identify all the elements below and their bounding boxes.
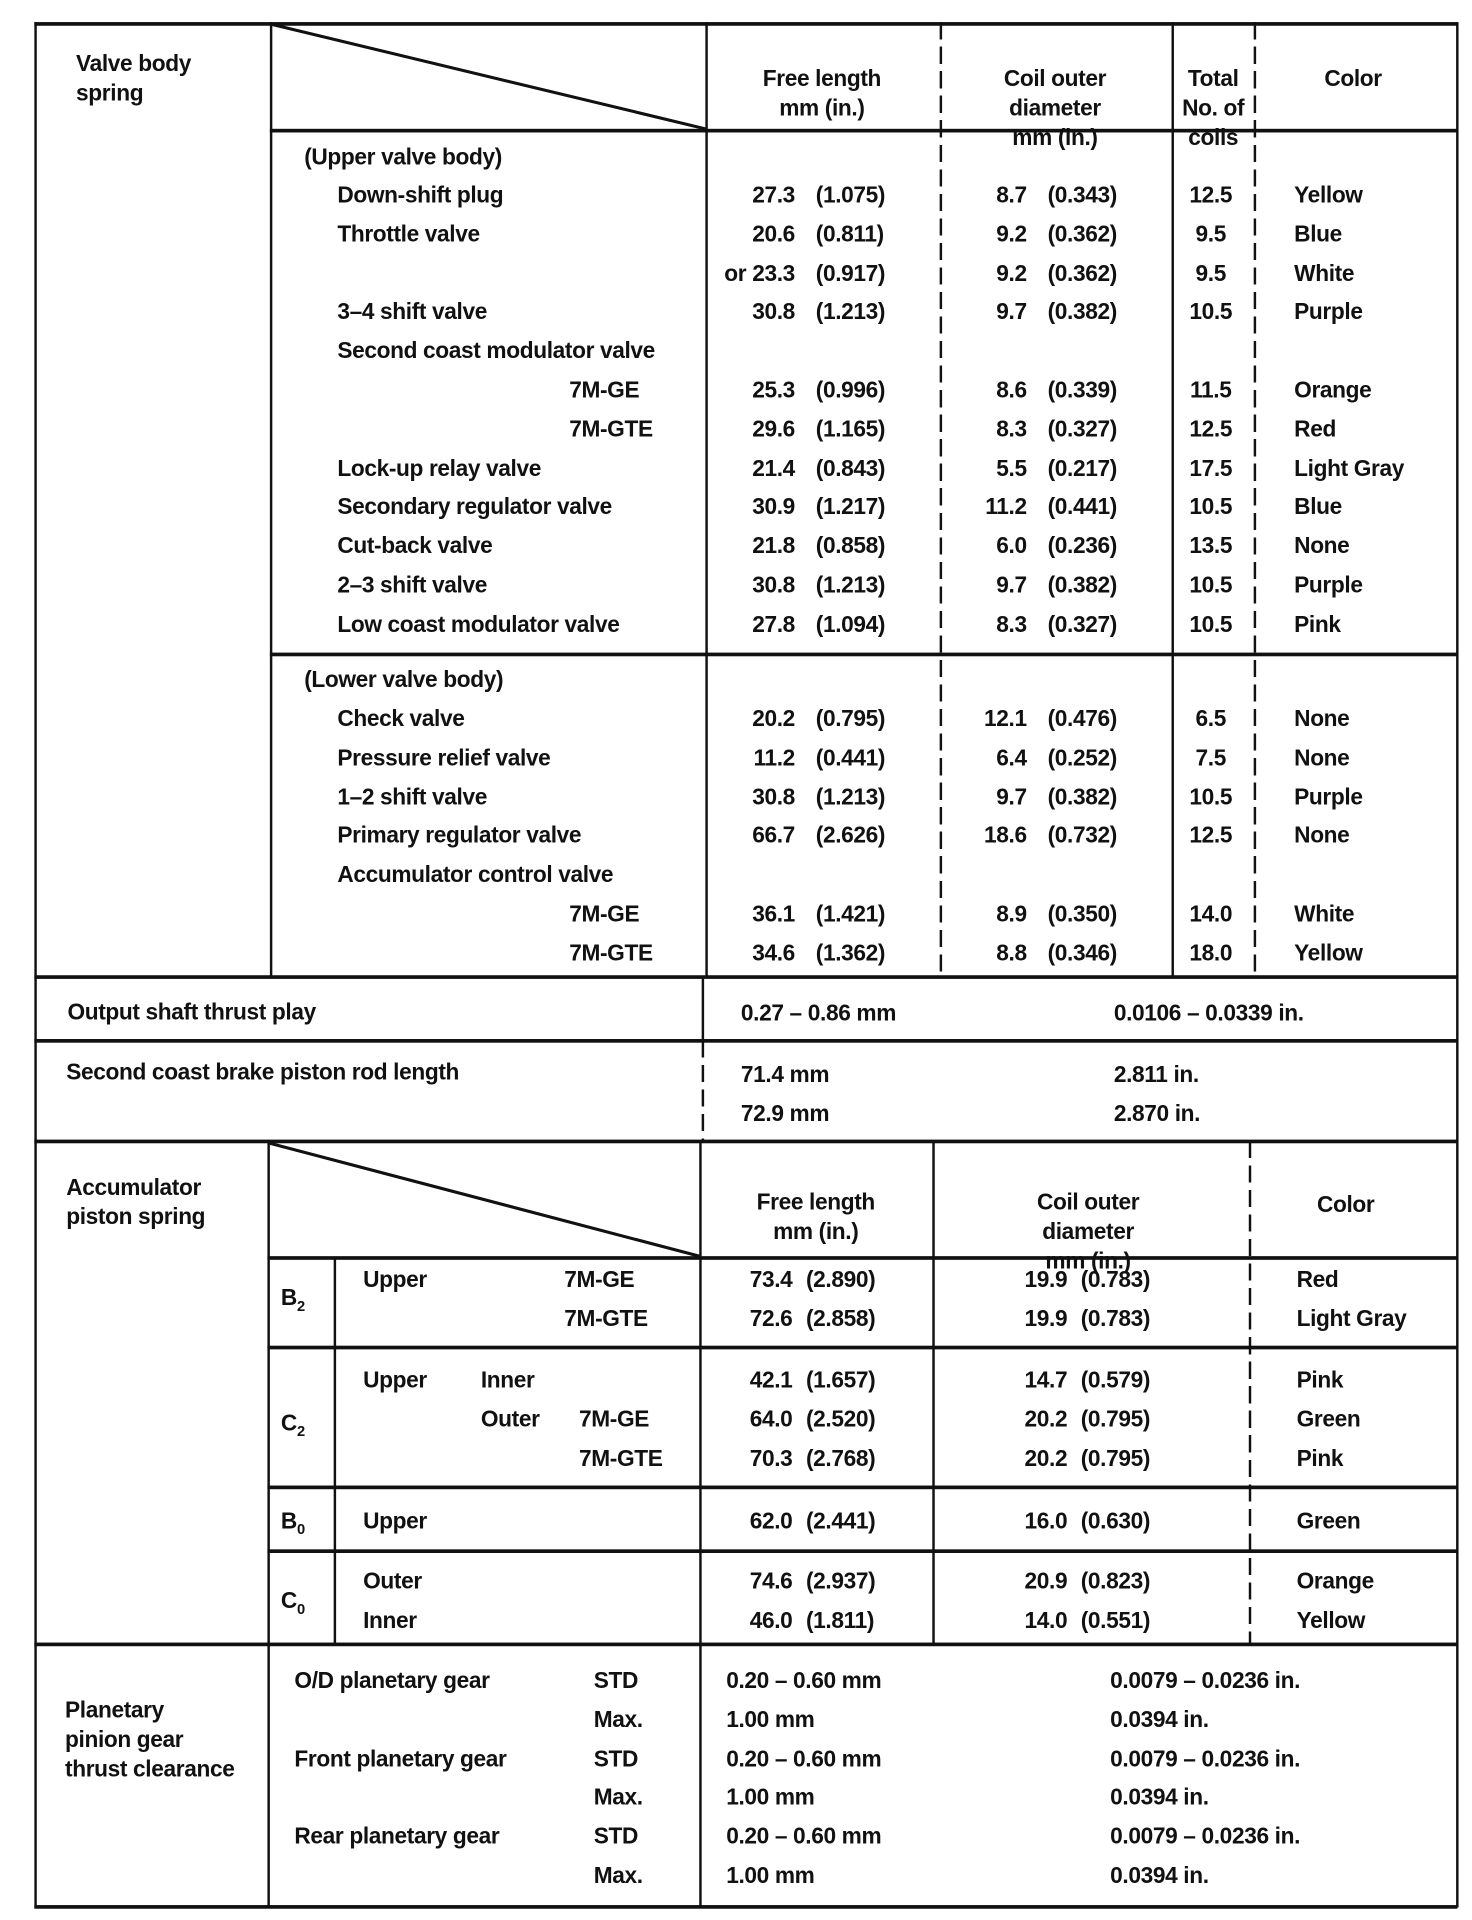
total-coils: 12.5 <box>1189 822 1233 849</box>
coil-diameter-mm: 19.9 <box>1024 1265 1068 1292</box>
gear-name: O/D planetary gear <box>294 1667 490 1693</box>
free-length-in: (1.213) <box>815 298 886 325</box>
free-length-mm: 66.7 <box>752 822 795 849</box>
spring-name: Secondary regulator valve <box>337 493 612 520</box>
clearance-in: 0.0394 in. <box>1110 1784 1209 1810</box>
coil-diameter-mm: 20.2 <box>1024 1445 1068 1471</box>
total-coils: 10.5 <box>1189 298 1233 325</box>
section-label-planetary: Planetary pinion gear thrust clearance <box>65 1696 235 1782</box>
free-length-mm: 30.8 <box>752 571 795 598</box>
coil-diameter-in: (0.339) <box>1047 376 1117 403</box>
clearance-mm: 0.20 – 0.60 mm <box>726 1823 882 1849</box>
free-length-mm: 62.0 <box>749 1507 793 1534</box>
free-length-mm: 27.3 <box>752 181 795 208</box>
free-length-in: (1.362) <box>815 939 886 966</box>
coil-diameter-mm: 20.9 <box>1024 1567 1068 1594</box>
group-subscript: 0 <box>296 1600 305 1618</box>
rod-length-mm: 71.4 mm <box>740 1061 830 1087</box>
total-coils: 7.5 <box>1195 744 1226 771</box>
coil-diameter-in: (0.441) <box>1047 493 1117 520</box>
coil-diameter-mm: 9.2 <box>996 220 1027 247</box>
free-length-in: (1.213) <box>815 571 886 598</box>
group-id: B <box>280 1507 297 1534</box>
free-length-in: (1.421) <box>815 900 886 927</box>
rule-line <box>267 1486 1457 1490</box>
rod-length-in: 2.811 in. <box>1113 1061 1199 1087</box>
coil-diameter-mm: 6.4 <box>996 744 1027 771</box>
column-line <box>334 1257 336 1643</box>
coil-diameter-in: (0.732) <box>1047 822 1117 849</box>
coil-diameter-in: (0.362) <box>1047 220 1117 247</box>
coil-diameter-in: (0.346) <box>1047 939 1117 966</box>
clearance-in: 0.0079 – 0.0236 in. <box>1110 1823 1301 1849</box>
engine-variant: 7M-GE <box>579 1405 650 1432</box>
coil-diameter-mm: 5.5 <box>996 454 1027 481</box>
spring-name: Cut-back valve <box>337 532 493 559</box>
group-id: C <box>280 1587 297 1614</box>
spring-name: Down-shift plug <box>337 181 504 208</box>
rule-line <box>267 1346 1457 1350</box>
free-length-mm: 21.8 <box>752 532 795 559</box>
clearance-in: 0.0394 in. <box>1110 1706 1209 1732</box>
free-length-in: (2.626) <box>815 822 886 849</box>
coil-diameter-mm: 20.2 <box>1024 1405 1068 1432</box>
clearance-in: 0.0079 – 0.0236 in. <box>1110 1745 1301 1771</box>
limit-type: Max. <box>593 1862 643 1888</box>
spring-color: Blue <box>1294 493 1342 520</box>
coil-diameter-in: (0.551) <box>1080 1606 1151 1633</box>
free-length-mm: 46.0 <box>749 1606 793 1633</box>
section-label-valve-body: Valve body spring <box>76 50 191 106</box>
column-line <box>699 1644 701 1908</box>
piston-position: Upper <box>363 1265 427 1292</box>
group-label <box>281 1408 305 1446</box>
output-shaft-in: 0.0106 – 0.0339 in. <box>1113 999 1304 1026</box>
spring-color: Yellow <box>1294 939 1363 966</box>
spring-color: Purple <box>1294 298 1363 325</box>
limit-type: Max. <box>593 1784 643 1810</box>
coil-diameter-mm: 14.7 <box>1024 1366 1068 1393</box>
spring-color: Purple <box>1294 571 1363 598</box>
free-length-mm: 30.9 <box>752 493 795 520</box>
coil-diameter-in: (0.476) <box>1047 705 1117 732</box>
coil-diameter-mm: 8.9 <box>996 900 1027 927</box>
total-coils: 10.5 <box>1189 783 1233 810</box>
spring-name: Accumulator control valve <box>337 861 614 888</box>
spring-name: Second coast modulator valve <box>337 337 655 364</box>
coil-diameter-in: (0.252) <box>1047 744 1117 771</box>
coil-diameter-mm: 8.8 <box>996 939 1027 966</box>
spring-name: Low coast modulator valve <box>337 610 620 637</box>
total-coils: 12.5 <box>1189 181 1233 208</box>
coil-diameter-in: (0.382) <box>1047 298 1117 325</box>
spring-color: Orange <box>1294 376 1372 403</box>
free-length-in: (0.858) <box>815 532 886 559</box>
header-coil-diameter: Coil outer diameter mm (in.) <box>1036 1188 1140 1274</box>
free-length-in: (1.657) <box>805 1366 876 1393</box>
header-color: Color <box>1316 1191 1375 1217</box>
group-label <box>281 1283 305 1321</box>
upper-valve-body-label: (Upper valve body) <box>304 143 502 170</box>
output-shaft-mm: 0.27 – 0.86 mm <box>740 999 897 1026</box>
free-length-mm: 36.1 <box>752 900 795 927</box>
spring-color: Pink <box>1296 1445 1344 1471</box>
free-length-mm: 74.6 <box>749 1567 793 1594</box>
spring-name: Lock-up relay valve <box>337 454 542 481</box>
clearance-mm: 1.00 mm <box>726 1862 815 1888</box>
spring-color: Pink <box>1296 1366 1344 1393</box>
coil-diameter-mm: 8.3 <box>996 610 1027 637</box>
free-length-mm: 20.2 <box>752 705 795 732</box>
free-length-in: (1.217) <box>815 493 886 520</box>
free-length-in: (0.795) <box>815 705 886 732</box>
free-length-mm: 73.4 <box>749 1265 793 1292</box>
spring-name: Primary regulator valve <box>337 822 582 849</box>
spring-color: Pink <box>1294 610 1341 637</box>
second-coast-label: Second coast brake piston rod length <box>66 1058 460 1085</box>
total-coils: 14.0 <box>1189 900 1233 927</box>
free-length-in: (0.917) <box>815 259 886 286</box>
spring-color: None <box>1294 744 1350 771</box>
engine-variant: 7M-GTE <box>569 939 653 966</box>
spring-name: 1–2 shift valve <box>337 783 487 810</box>
coil-diameter-mm: 9.7 <box>996 571 1027 598</box>
header-free-length: Free length mm (in.) <box>762 65 882 121</box>
coil-diameter-mm: 8.6 <box>996 376 1027 403</box>
spring-color: Green <box>1296 1507 1361 1534</box>
coil-diameter-in: (0.783) <box>1080 1265 1151 1292</box>
output-shaft-label: Output shaft thrust play <box>67 998 316 1025</box>
rule-line <box>267 1549 1457 1553</box>
total-coils: 9.5 <box>1195 220 1226 247</box>
column-line <box>267 1644 269 1908</box>
spring-color: Light Gray <box>1294 454 1404 481</box>
coil-diameter-in: (0.783) <box>1080 1305 1151 1331</box>
total-coils: 13.5 <box>1189 532 1233 559</box>
total-coils: 12.5 <box>1189 415 1233 442</box>
engine-variant: 7M-GTE <box>579 1445 663 1471</box>
spring-color: None <box>1294 822 1350 849</box>
coil-diameter-in: (0.343) <box>1047 181 1117 208</box>
header-color: Color <box>1324 65 1382 91</box>
clearance-mm: 0.20 – 0.60 mm <box>726 1745 882 1771</box>
spring-color: Yellow <box>1296 1606 1366 1633</box>
spring-color: Purple <box>1294 783 1363 810</box>
spring-color: White <box>1294 900 1355 927</box>
free-length-in: (0.441) <box>815 744 886 771</box>
free-length-in: (2.441) <box>805 1507 876 1534</box>
rod-length-mm: 72.9 mm <box>740 1100 830 1127</box>
coil-diameter-in: (0.350) <box>1047 900 1117 927</box>
free-length-mm: 20.6 <box>752 220 795 247</box>
spring-name: Throttle valve <box>337 220 480 247</box>
free-length-mm: 72.6 <box>749 1305 793 1331</box>
piston-position: Outer <box>363 1567 422 1594</box>
free-length-in: (0.843) <box>815 454 886 481</box>
limit-type: STD <box>593 1745 639 1771</box>
free-length-mm: 30.8 <box>752 783 795 810</box>
free-length-in: (1.213) <box>815 783 886 810</box>
coil-diameter-mm: 9.7 <box>996 783 1027 810</box>
coil-diameter-in: (0.236) <box>1047 532 1117 559</box>
coil-diameter-in: (0.382) <box>1047 783 1117 810</box>
spring-color: Orange <box>1296 1567 1374 1594</box>
coil-diameter-mm: 16.0 <box>1024 1507 1068 1534</box>
coil-diameter-in: (0.823) <box>1080 1567 1151 1594</box>
coil-diameter-mm: 18.6 <box>984 822 1027 849</box>
engine-variant: 7M-GTE <box>564 1305 648 1331</box>
free-length-mm: 70.3 <box>749 1445 793 1471</box>
spring-name: Check valve <box>337 705 465 732</box>
total-coils: 11.5 <box>1190 376 1232 403</box>
group-id: B <box>280 1284 297 1311</box>
coil-diameter-mm: 14.0 <box>1024 1606 1068 1633</box>
coil-diameter-in: (0.795) <box>1080 1445 1151 1471</box>
header-free-length: Free length mm (in.) <box>756 1188 875 1244</box>
free-length-in: (2.858) <box>805 1305 876 1331</box>
coil-diameter-mm: 12.1 <box>984 705 1027 732</box>
spring-name: 3–4 shift valve <box>337 298 487 325</box>
clearance-mm: 0.20 – 0.60 mm <box>726 1667 882 1693</box>
spring-color: Light Gray <box>1296 1305 1407 1331</box>
free-length-in: (1.811) <box>805 1606 875 1633</box>
free-length-mm: or 23.3 <box>724 259 795 286</box>
spring-part: Outer <box>480 1405 540 1432</box>
group-label <box>281 1506 305 1544</box>
spring-part: Inner <box>480 1366 535 1393</box>
free-length-in: (2.768) <box>805 1445 876 1471</box>
free-length-in: (2.520) <box>805 1405 876 1432</box>
free-length-mm: 29.6 <box>752 415 795 442</box>
spring-name: Pressure relief valve <box>337 744 551 771</box>
clearance-mm: 1.00 mm <box>726 1784 815 1810</box>
spring-color: Blue <box>1294 220 1342 247</box>
coil-diameter-mm: 8.7 <box>996 181 1027 208</box>
free-length-mm: 42.1 <box>749 1366 793 1393</box>
total-coils: 6.5 <box>1195 705 1226 732</box>
engine-variant: 7M-GE <box>569 900 640 927</box>
lower-valve-body-label: (Lower valve body) <box>304 666 504 692</box>
coil-diameter-mm: 9.7 <box>996 298 1027 325</box>
piston-position: Upper <box>363 1507 427 1534</box>
limit-type: STD <box>593 1667 639 1693</box>
coil-diameter-in: (0.327) <box>1047 415 1117 442</box>
spring-color: White <box>1294 259 1355 286</box>
gear-name: Rear planetary gear <box>294 1823 500 1849</box>
coil-diameter-mm: 11.2 <box>985 493 1027 520</box>
coil-diameter-mm: 19.9 <box>1024 1305 1068 1331</box>
piston-position: Inner <box>363 1606 417 1633</box>
rod-length-in: 2.870 in. <box>1113 1100 1201 1127</box>
free-length-in: (0.811) <box>815 220 884 247</box>
free-length-mm: 25.3 <box>752 376 795 403</box>
spring-name: 2–3 shift valve <box>337 571 487 598</box>
total-coils: 9.5 <box>1195 259 1226 286</box>
spring-color: Green <box>1296 1405 1361 1432</box>
free-length-mm: 11.2 <box>753 744 795 771</box>
total-coils: 10.5 <box>1189 571 1233 598</box>
coil-diameter-mm: 8.3 <box>996 415 1027 442</box>
free-length-mm: 34.6 <box>752 939 795 966</box>
clearance-mm: 1.00 mm <box>726 1706 815 1732</box>
free-length-mm: 30.8 <box>752 298 795 325</box>
clearance-in: 0.0394 in. <box>1110 1862 1209 1888</box>
section-label-accumulator: Accumulator piston spring <box>66 1173 206 1230</box>
free-length-in: (1.075) <box>815 181 886 208</box>
free-length-in: (1.094) <box>815 610 886 637</box>
spring-color: Red <box>1296 1265 1339 1292</box>
engine-variant: 7M-GE <box>569 376 640 403</box>
coil-diameter-in: (0.382) <box>1047 571 1117 598</box>
engine-variant: 7M-GE <box>564 1265 635 1292</box>
spring-color: Yellow <box>1294 181 1363 208</box>
clearance-in: 0.0079 – 0.0236 in. <box>1110 1667 1301 1693</box>
free-length-in: (0.996) <box>815 376 886 403</box>
free-length-mm: 27.8 <box>752 610 795 637</box>
group-subscript: 2 <box>296 1422 305 1440</box>
header-coil-diameter: Coil outer diameter mm (in.) <box>1003 65 1107 150</box>
free-length-in: (2.890) <box>805 1265 876 1292</box>
limit-type: Max. <box>593 1706 643 1732</box>
coil-diameter-in: (0.795) <box>1080 1405 1151 1432</box>
group-label <box>281 1586 305 1624</box>
piston-position: Upper <box>363 1366 427 1393</box>
engine-variant: 7M-GTE <box>569 415 653 442</box>
group-subscript: 0 <box>296 1520 305 1538</box>
total-coils: 10.5 <box>1189 493 1233 520</box>
total-coils: 10.5 <box>1189 610 1233 637</box>
coil-diameter-mm: 9.2 <box>996 259 1027 286</box>
spring-color: None <box>1294 532 1350 559</box>
free-length-mm: 21.4 <box>752 454 795 481</box>
gear-name: Front planetary gear <box>294 1745 507 1771</box>
coil-diameter-in: (0.217) <box>1047 454 1117 481</box>
coil-diameter-in: (0.327) <box>1047 610 1117 637</box>
free-length-mm: 64.0 <box>749 1405 793 1432</box>
rule-line <box>34 1643 1457 1647</box>
limit-type: STD <box>593 1823 639 1849</box>
spring-color: None <box>1294 705 1350 732</box>
coil-diameter-in: (0.579) <box>1080 1366 1151 1393</box>
spring-color: Red <box>1294 415 1336 442</box>
total-coils: 18.0 <box>1189 939 1233 966</box>
coil-diameter-in: (0.362) <box>1047 259 1117 286</box>
coil-diameter-in: (0.630) <box>1080 1507 1151 1534</box>
group-id: C <box>280 1409 297 1436</box>
header-total-coils: Total No. of coils <box>1182 65 1245 150</box>
free-length-in: (1.165) <box>815 415 886 442</box>
free-length-in: (2.937) <box>805 1567 876 1594</box>
total-coils: 17.5 <box>1189 454 1233 481</box>
group-subscript: 2 <box>296 1297 305 1315</box>
coil-diameter-mm: 6.0 <box>996 532 1027 559</box>
